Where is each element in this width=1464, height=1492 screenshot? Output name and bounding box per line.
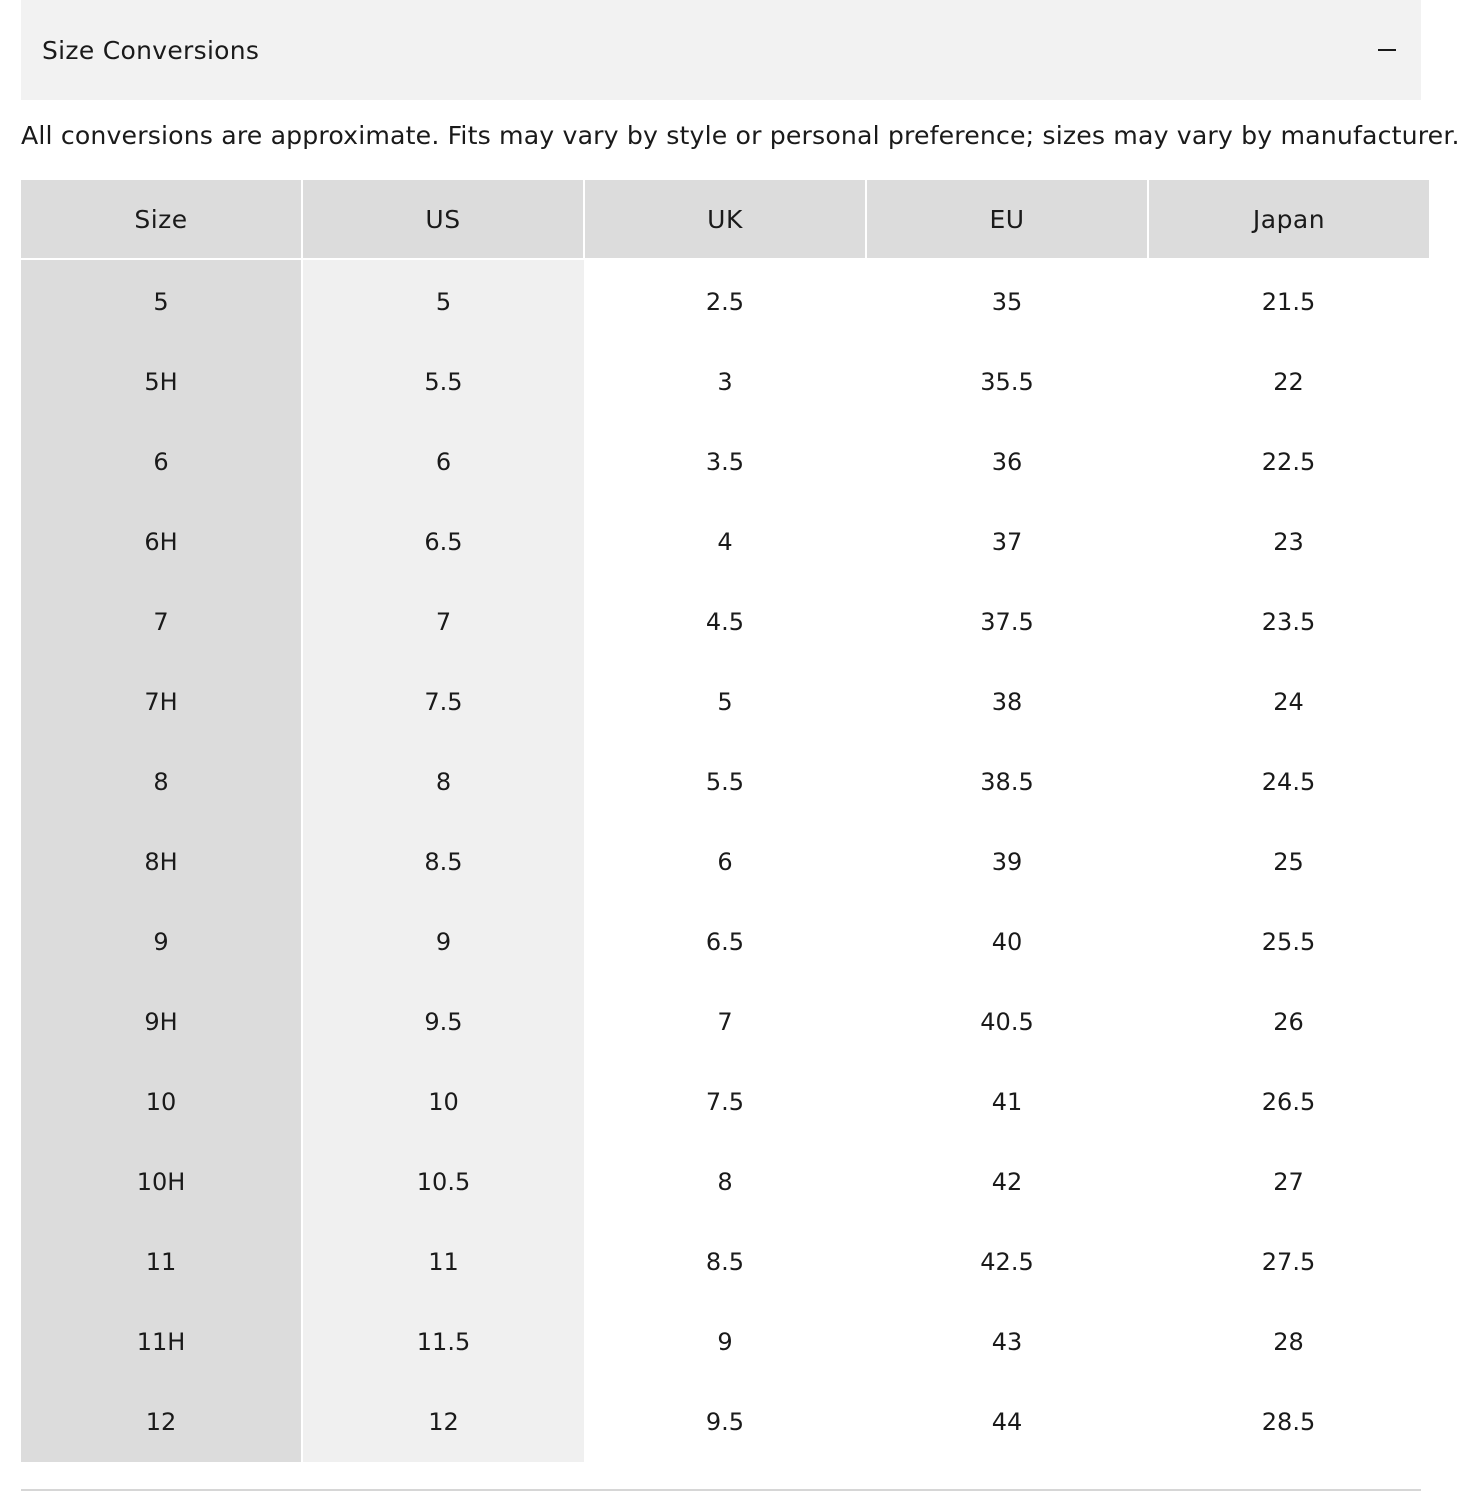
cell-eu: 35 <box>991 288 1023 316</box>
cell-size: 7 <box>21 582 302 662</box>
table-header-row <box>21 180 1429 259</box>
table-row <box>21 1382 1429 1462</box>
cell-us: 6 <box>302 422 584 502</box>
minus-icon[interactable] <box>1376 38 1398 62</box>
cell-eu: 38.5 <box>980 768 1034 796</box>
column-header-us: US <box>302 180 584 259</box>
cell-size: 10 <box>21 1062 302 1142</box>
cell-us: 6.5 <box>302 502 584 582</box>
cell-japan: 21.5 <box>1261 288 1316 316</box>
table-row <box>21 742 1429 822</box>
cell-japan: 24 <box>1273 688 1304 716</box>
cell-us: 12 <box>302 1382 584 1462</box>
cell-japan: 23.5 <box>1261 608 1316 636</box>
cell-size: 6 <box>21 422 302 502</box>
cell-eu: 39 <box>991 848 1023 876</box>
cell-eu: 44 <box>991 1408 1023 1436</box>
size-conversion-table <box>21 180 1429 1462</box>
cell-size: 9 <box>21 902 302 982</box>
cell-eu: 41 <box>991 1088 1023 1116</box>
cell-eu: 40.5 <box>980 1008 1034 1036</box>
table-row <box>21 582 1429 662</box>
table-row <box>21 1062 1429 1142</box>
cell-japan: 24.5 <box>1261 768 1316 796</box>
cell-size: 6H <box>21 502 302 582</box>
column-header-size: Size <box>21 180 302 259</box>
cell-eu: 42 <box>991 1168 1023 1196</box>
cell-japan: 25.5 <box>1261 928 1316 956</box>
table-row <box>21 822 1429 902</box>
cell-size: 5H <box>21 342 302 422</box>
cell-japan: 22.5 <box>1261 448 1316 476</box>
table-header <box>21 180 1429 259</box>
cell-uk: 8.5 <box>705 1248 745 1276</box>
cell-uk: 4 <box>717 528 733 556</box>
cell-eu: 42.5 <box>980 1248 1034 1276</box>
cell-us: 10 <box>302 1062 584 1142</box>
cell-eu: 37.5 <box>980 608 1034 636</box>
cell-uk: 9 <box>717 1328 733 1356</box>
cell-japan: 22 <box>1273 368 1304 396</box>
table-row <box>21 259 1429 342</box>
cell-us: 5 <box>302 259 584 342</box>
cell-uk: 9.5 <box>705 1408 745 1436</box>
table-row <box>21 342 1429 422</box>
table-row <box>21 662 1429 742</box>
column-header-japan: Japan <box>1148 180 1429 259</box>
cell-us: 8.5 <box>302 822 584 902</box>
cell-size: 8H <box>21 822 302 902</box>
cell-uk: 6.5 <box>705 928 745 956</box>
accordion-title: Size Conversions <box>42 36 260 65</box>
cell-japan: 25 <box>1273 848 1304 876</box>
table-row <box>21 902 1429 982</box>
table-row <box>21 1222 1429 1302</box>
cell-japan: 28 <box>1273 1328 1304 1356</box>
cell-uk: 3.5 <box>705 448 745 476</box>
table-row <box>21 422 1429 502</box>
cell-uk: 8 <box>717 1168 733 1196</box>
cell-uk: 7.5 <box>705 1088 745 1116</box>
cell-uk: 5.5 <box>705 768 745 796</box>
cell-uk: 5 <box>717 688 733 716</box>
cell-japan: 26.5 <box>1261 1088 1316 1116</box>
cell-us: 11 <box>302 1222 584 1302</box>
cell-size: 11 <box>21 1222 302 1302</box>
cell-us: 11.5 <box>302 1302 584 1382</box>
cell-us: 9 <box>302 902 584 982</box>
cell-size: 8 <box>21 742 302 822</box>
column-header-uk: UK <box>584 180 866 259</box>
cell-eu: 35.5 <box>980 368 1034 396</box>
cell-japan: 27 <box>1273 1168 1304 1196</box>
cell-japan: 23 <box>1273 528 1304 556</box>
cell-size: 9H <box>21 982 302 1062</box>
cell-us: 8 <box>302 742 584 822</box>
cell-japan: 28.5 <box>1261 1408 1316 1436</box>
cell-uk: 4.5 <box>705 608 745 636</box>
cell-uk: 2.5 <box>705 288 745 316</box>
table-row <box>21 1302 1429 1382</box>
disclaimer-text: All conversions are approximate. Fits may vary by style or personal preference; sizes may vary by manufacturer. <box>21 121 1460 150</box>
cell-us: 7.5 <box>302 662 584 742</box>
cell-size: 12 <box>21 1382 302 1462</box>
cell-size: 11H <box>21 1302 302 1382</box>
table-row <box>21 1142 1429 1222</box>
cell-us: 10.5 <box>302 1142 584 1222</box>
cell-japan: 26 <box>1273 1008 1304 1036</box>
cell-uk: 7 <box>717 1008 733 1036</box>
cell-size: 7H <box>21 662 302 742</box>
cell-uk: 6 <box>717 848 733 876</box>
cell-us: 7 <box>302 582 584 662</box>
size-conversions-accordion-header[interactable] <box>21 0 1421 100</box>
cell-us: 9.5 <box>302 982 584 1062</box>
cell-eu: 43 <box>991 1328 1023 1356</box>
cell-eu: 36 <box>991 448 1023 476</box>
table-row <box>21 502 1429 582</box>
cell-size: 5 <box>21 259 302 342</box>
cell-japan: 27.5 <box>1261 1248 1316 1276</box>
cell-size: 10H <box>21 1142 302 1222</box>
cell-us: 5.5 <box>302 342 584 422</box>
column-header-eu: EU <box>866 180 1148 259</box>
section-divider <box>21 1489 1421 1491</box>
cell-eu: 40 <box>991 928 1023 956</box>
cell-uk: 3 <box>717 368 733 396</box>
cell-eu: 38 <box>991 688 1023 716</box>
table-body <box>21 259 1429 1462</box>
cell-eu: 37 <box>991 528 1023 556</box>
table-row <box>21 982 1429 1062</box>
